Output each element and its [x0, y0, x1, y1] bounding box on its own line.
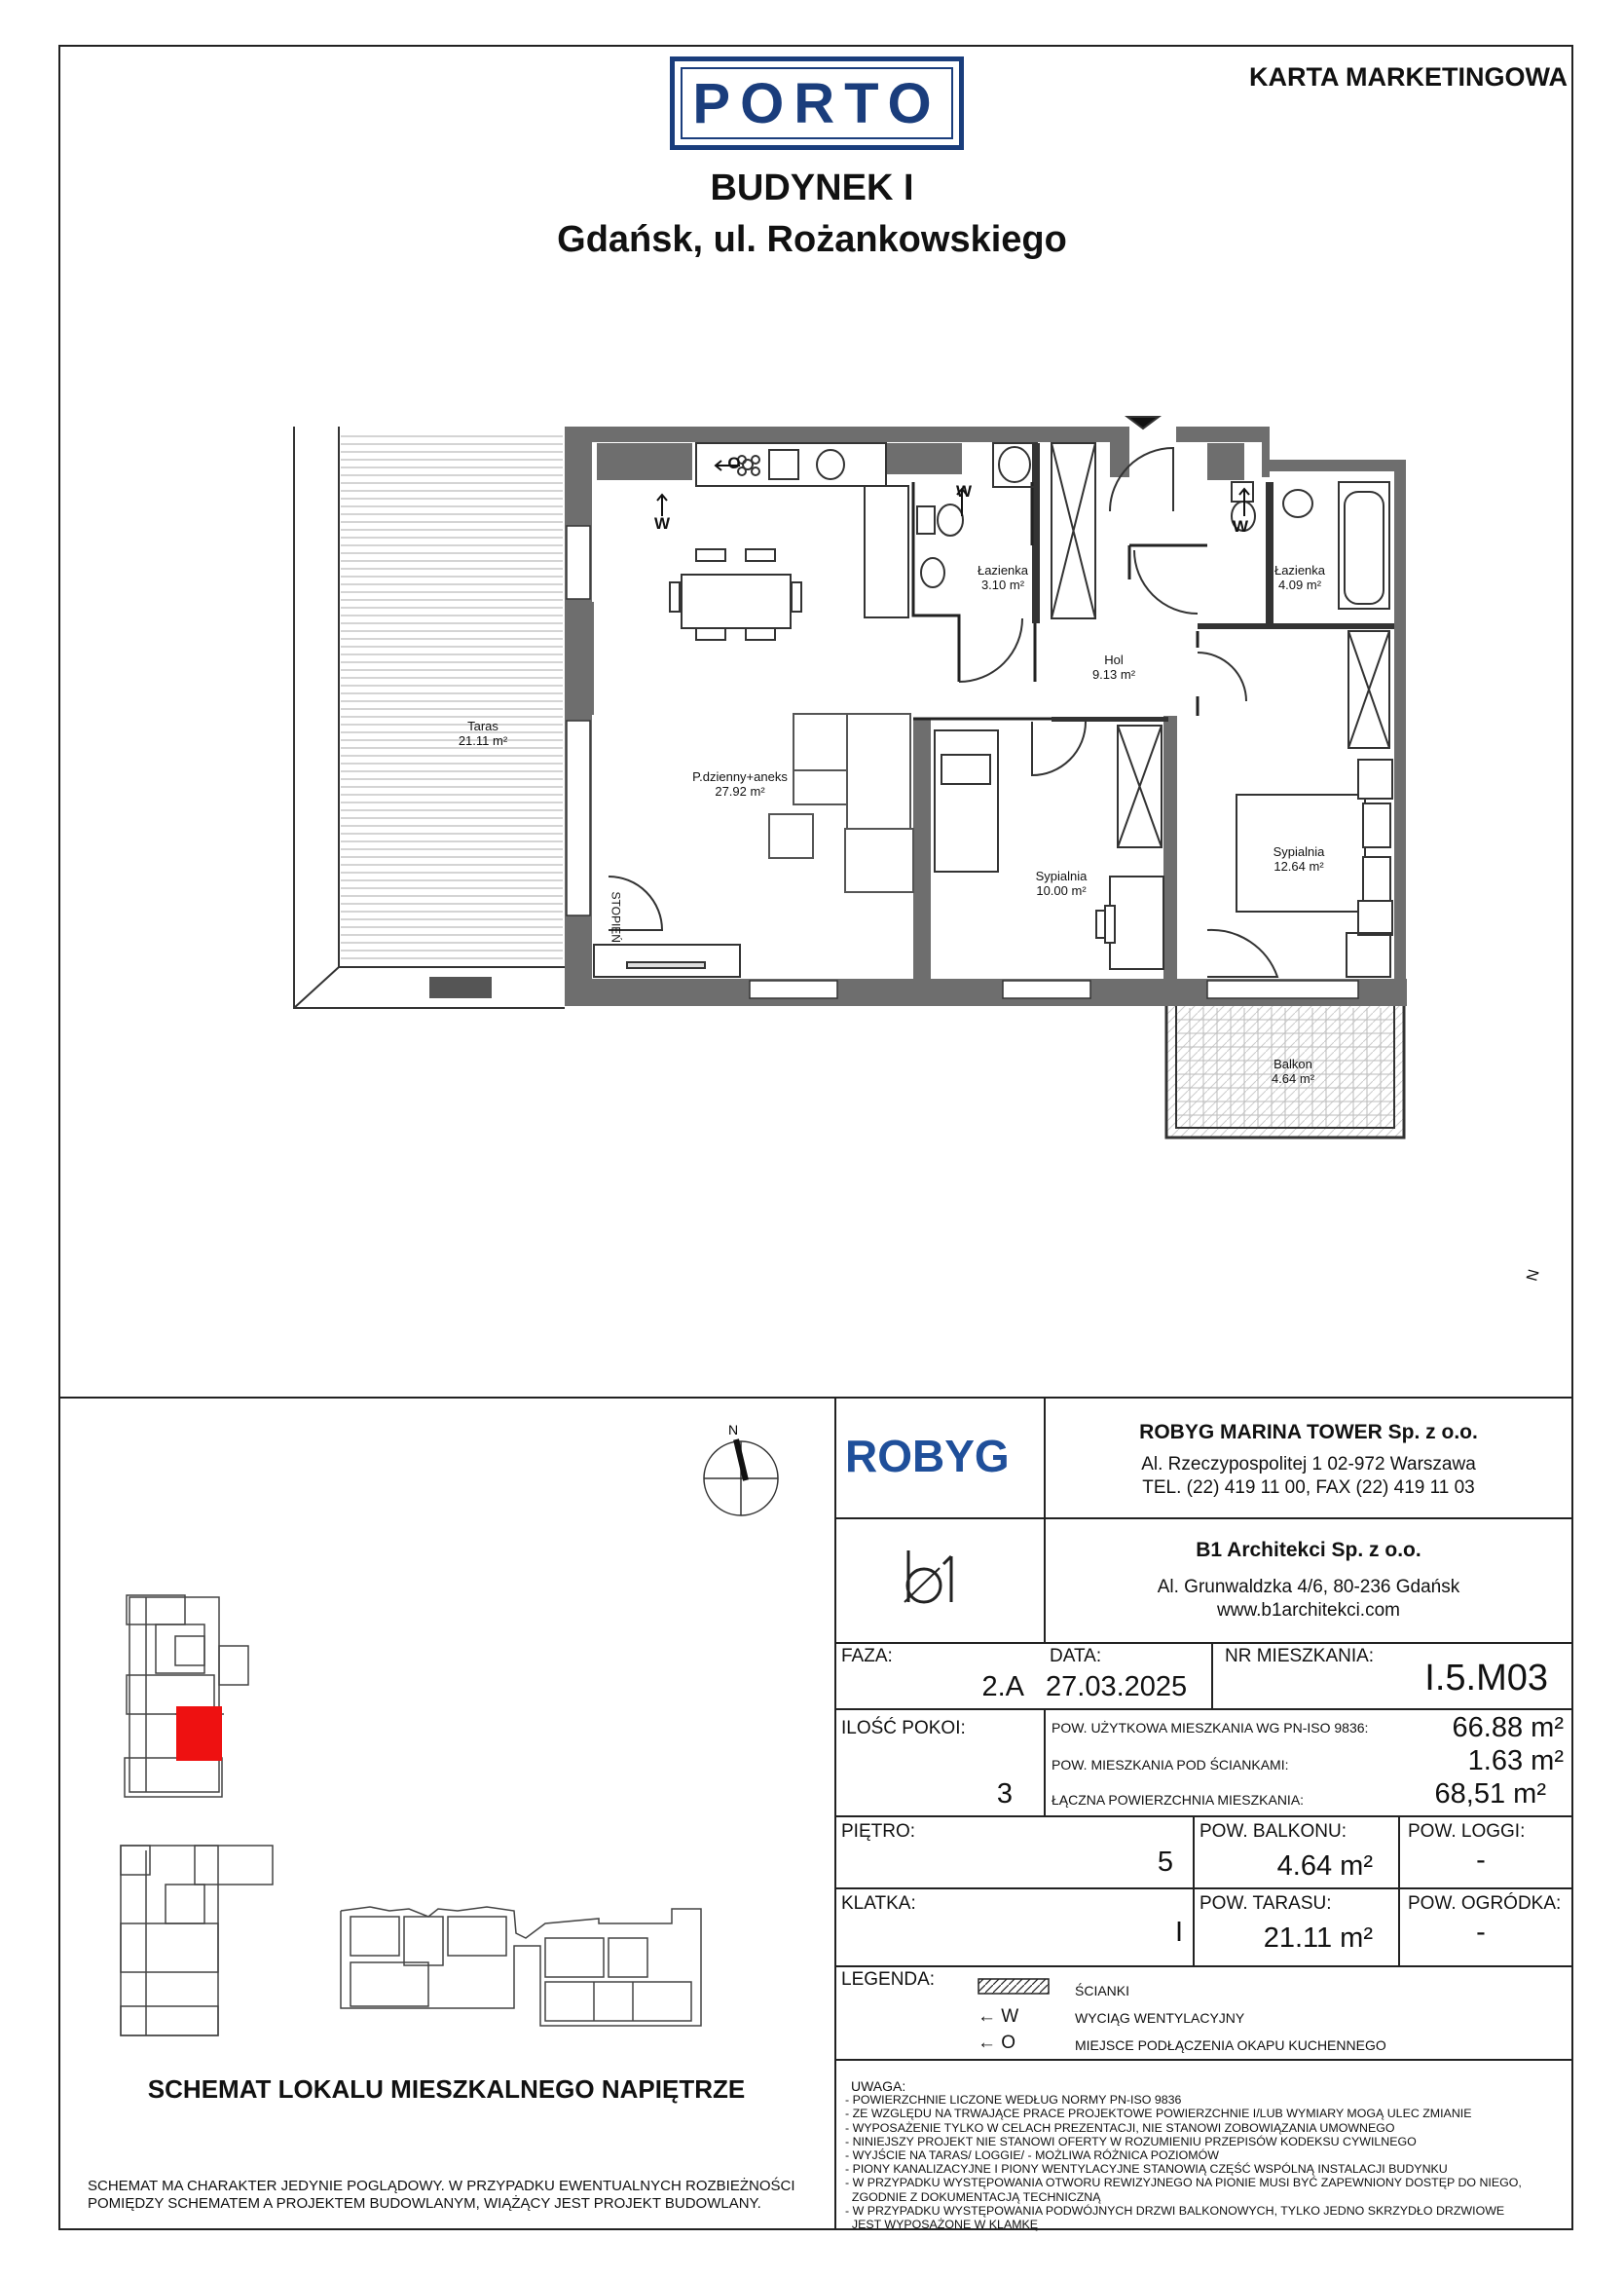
porto-logo [670, 56, 964, 150]
note-line: - NINIEJSZY PROJEKT NIE STANOWI OFERTY W ROZUMIENIU PRZEPISÓW KODEKSU CYWILNEGO [845, 2134, 1417, 2148]
room-label-balcony: Balkon 4.64 m² [1271, 1057, 1315, 1086]
b1-logo [901, 1549, 969, 1607]
room-label-bathroom-2: Łazienka 4.09 m² [1273, 563, 1326, 592]
north-mark: N [1524, 1267, 1543, 1284]
column-divider [834, 1397, 836, 2230]
note-line: JEST WYPOSAŻONE W KLAMKĘ [845, 2218, 1039, 2232]
data-label: DATA: [1050, 1646, 1102, 1666]
ogrodek-label: POW. OGRÓDKA: [1408, 1893, 1562, 1914]
data-value: 27.03.2025 [1046, 1671, 1188, 1702]
note-line: - POWIERZCHNIE LICZONE WEDŁUG NORMY PN-ISO 9836 [845, 2093, 1182, 2108]
note-line: - WYPOSAŻENIE TYLKO W CELACH PREZENTACJI, NIE STANOWI ZOBOWIĄZANIA UMOWNEGO [845, 2120, 1395, 2135]
porto-logo-text: PORTO [692, 71, 941, 135]
notes-block [845, 2079, 1566, 2231]
floor-plan [282, 409, 1431, 1169]
pow-laczna-value: 68,51 m² [1434, 1778, 1546, 1810]
taras-label: POW. TARASU: [1200, 1893, 1332, 1914]
pow-laczna-label: ŁĄCZNA POWIERZCHNIA MIESZKANIA: [1052, 1792, 1305, 1808]
terrace-area [294, 427, 565, 1008]
room-label-bedroom-1: Sypialnia 10.00 m² [1035, 869, 1088, 898]
architect-address: Al. Grunwaldzka 4/6, 80-236 Gdańsk [1157, 1577, 1460, 1597]
taras-value: 21.11 m² [1263, 1922, 1373, 1954]
schematic-floor-2 [121, 1846, 273, 2035]
schematic-title: SCHEMAT LOKALU MIESZKALNEGO NAPIĘTRZE [147, 2074, 746, 2104]
schematic-floor-1 [125, 1595, 248, 1797]
robyg-logo: ROBYG [845, 1431, 1010, 1481]
hood-mark: O [727, 454, 741, 472]
faza-value: 2.A [981, 1671, 1024, 1702]
nr-value: I.5.M03 [1424, 1658, 1548, 1698]
pow-sciankami-value: 1.63 m² [1467, 1745, 1564, 1776]
vent-mark: W [653, 514, 671, 533]
walls [565, 427, 1407, 1006]
room-label-bathroom-1: Łazienka 3.10 m² [977, 563, 1029, 592]
room-label-living: P.dzienny+aneks 27.92 m² [692, 769, 788, 799]
klatka-label: KLATKA: [841, 1893, 916, 1914]
building-title: BUDYNEK I [710, 168, 914, 208]
loggia-value: - [1476, 1845, 1486, 1876]
vent-mark: W [955, 482, 973, 501]
address-title: Gdańsk, ul. Rożankowskiego [557, 219, 1067, 260]
hatch-symbol [978, 1977, 1052, 1997]
legend-item-walls: ŚCIANKI [1075, 1983, 1130, 1998]
legend-item-vent: WYCIĄG WENTYLACYJNY [1075, 2010, 1245, 2026]
note-line: - W PRZYPADKU WYSTĘPOWANIA OTWORU REWIZYJNEGO NA PIONIE MUSI BYĆ ZAPEWNIONY DOSTĘP DO NIEGO, [845, 2176, 1522, 2190]
note-line: - ZE WZGLĘDU NA TRWAJĄCE PRACE PROJEKTOWE POWIERZCHNIE I/LUB WYMIARY MOGĄ ULEC ZMIANIE [845, 2107, 1472, 2121]
notes-title: UWAGA: [851, 2078, 906, 2094]
room-label-hall: Hol 9.13 m² [1091, 653, 1136, 682]
pokoje-value: 3 [996, 1778, 1013, 1810]
nr-label: NR MIESZKANIA: [1225, 1646, 1375, 1666]
room-label-bedroom-2: Sypialnia 12.64 m² [1273, 844, 1325, 874]
ogrodek-value: - [1476, 1917, 1486, 1948]
developer-name: ROBYG MARINA TOWER Sp. z o.o. [1139, 1421, 1478, 1443]
pokoje-label: ILOŚĆ POKOI: [841, 1718, 966, 1738]
developer-address: Al. Rzeczypospolitej 1 02-972 Warszawa [1141, 1454, 1476, 1474]
note-line: - W PRZYPADKU WYSTĘPOWANIA PODWÓJNYCH DRZWI BALKONOWYCH, TYLKO JEDNO SKRZYDŁO DRZWIOWE [845, 2203, 1505, 2218]
balkon-value: 4.64 m² [1276, 1850, 1373, 1882]
section-divider [58, 1397, 1573, 1399]
step-label: STOPIEŃ [609, 891, 623, 943]
architect-name: B1 Architekci Sp. z o.o. [1196, 1539, 1421, 1561]
pietro-label: PIĘTRO: [841, 1821, 916, 1842]
note-line: - WYJŚCIE NA TARAS/ LOGGIE/ - MOŻLIWA RÓŻNICA POZIOMÓW [845, 2148, 1219, 2163]
faza-label: FAZA: [841, 1646, 893, 1666]
building-schematic [97, 1402, 818, 2065]
pow-uzytkowa-value: 66.88 m² [1452, 1712, 1564, 1743]
legend-item-hood: MIEJSCE PODŁĄCZENIA OKAPU KUCHENNEGO [1075, 2037, 1386, 2053]
architect-web: www.b1architekci.com [1217, 1600, 1400, 1621]
loggia-label: POW. LOGGI: [1408, 1821, 1526, 1842]
pow-uzytkowa-label: POW. UŻYTKOWA MIESZKANIA WG PN-ISO 9836: [1052, 1720, 1369, 1736]
klatka-value: I [1174, 1917, 1183, 1948]
highlighted-unit [176, 1706, 222, 1761]
pietro-value: 5 [1157, 1847, 1173, 1878]
room-label-taras: Taras 21.11 m² [458, 719, 508, 748]
note-line: ZGODNIE Z DOKUMENTACJĄ TECHNICZNĄ [845, 2189, 1101, 2204]
pow-sciankami-label: POW. MIESZKANIA POD ŚCIANKAMI: [1052, 1757, 1289, 1773]
legend-title: LEGENDA: [841, 1969, 936, 1990]
legend-hood-symbol: ← O [978, 2033, 1016, 2053]
schematic-north-mark: N [728, 1422, 739, 1437]
legend-vent-symbol: ← W [978, 2006, 1019, 2027]
note-line: - PIONY KANALIZACYJNE I PIONY WENTYLACYJNE STANOWIĄ CZĘŚĆ WSPÓLNĄ INSTALACJI BUDYNKU [845, 2162, 1448, 2177]
balkon-label: POW. BALKONU: [1200, 1821, 1347, 1842]
vent-mark: W [1232, 517, 1249, 536]
document-type: KARTA MARKETINGOWA [1249, 62, 1568, 92]
schematic-disclaimer: SCHEMAT MA CHARAKTER JEDYNIE POGLĄDOWY. W PRZYPADKU EWENTUALNYCH ROZBIEŻNOŚCI POMIĘDZY SCHEMATEM A PROJEKTEM BUDOWLANYM, WIĄŻĄCY JEST PROJEKT BUDOWLANY. [88, 2178, 795, 2212]
developer-phone: TEL. (22) 419 11 00, FAX (22) 419 11 03 [1142, 1477, 1475, 1498]
schematic-floor-3 [341, 1907, 701, 2026]
